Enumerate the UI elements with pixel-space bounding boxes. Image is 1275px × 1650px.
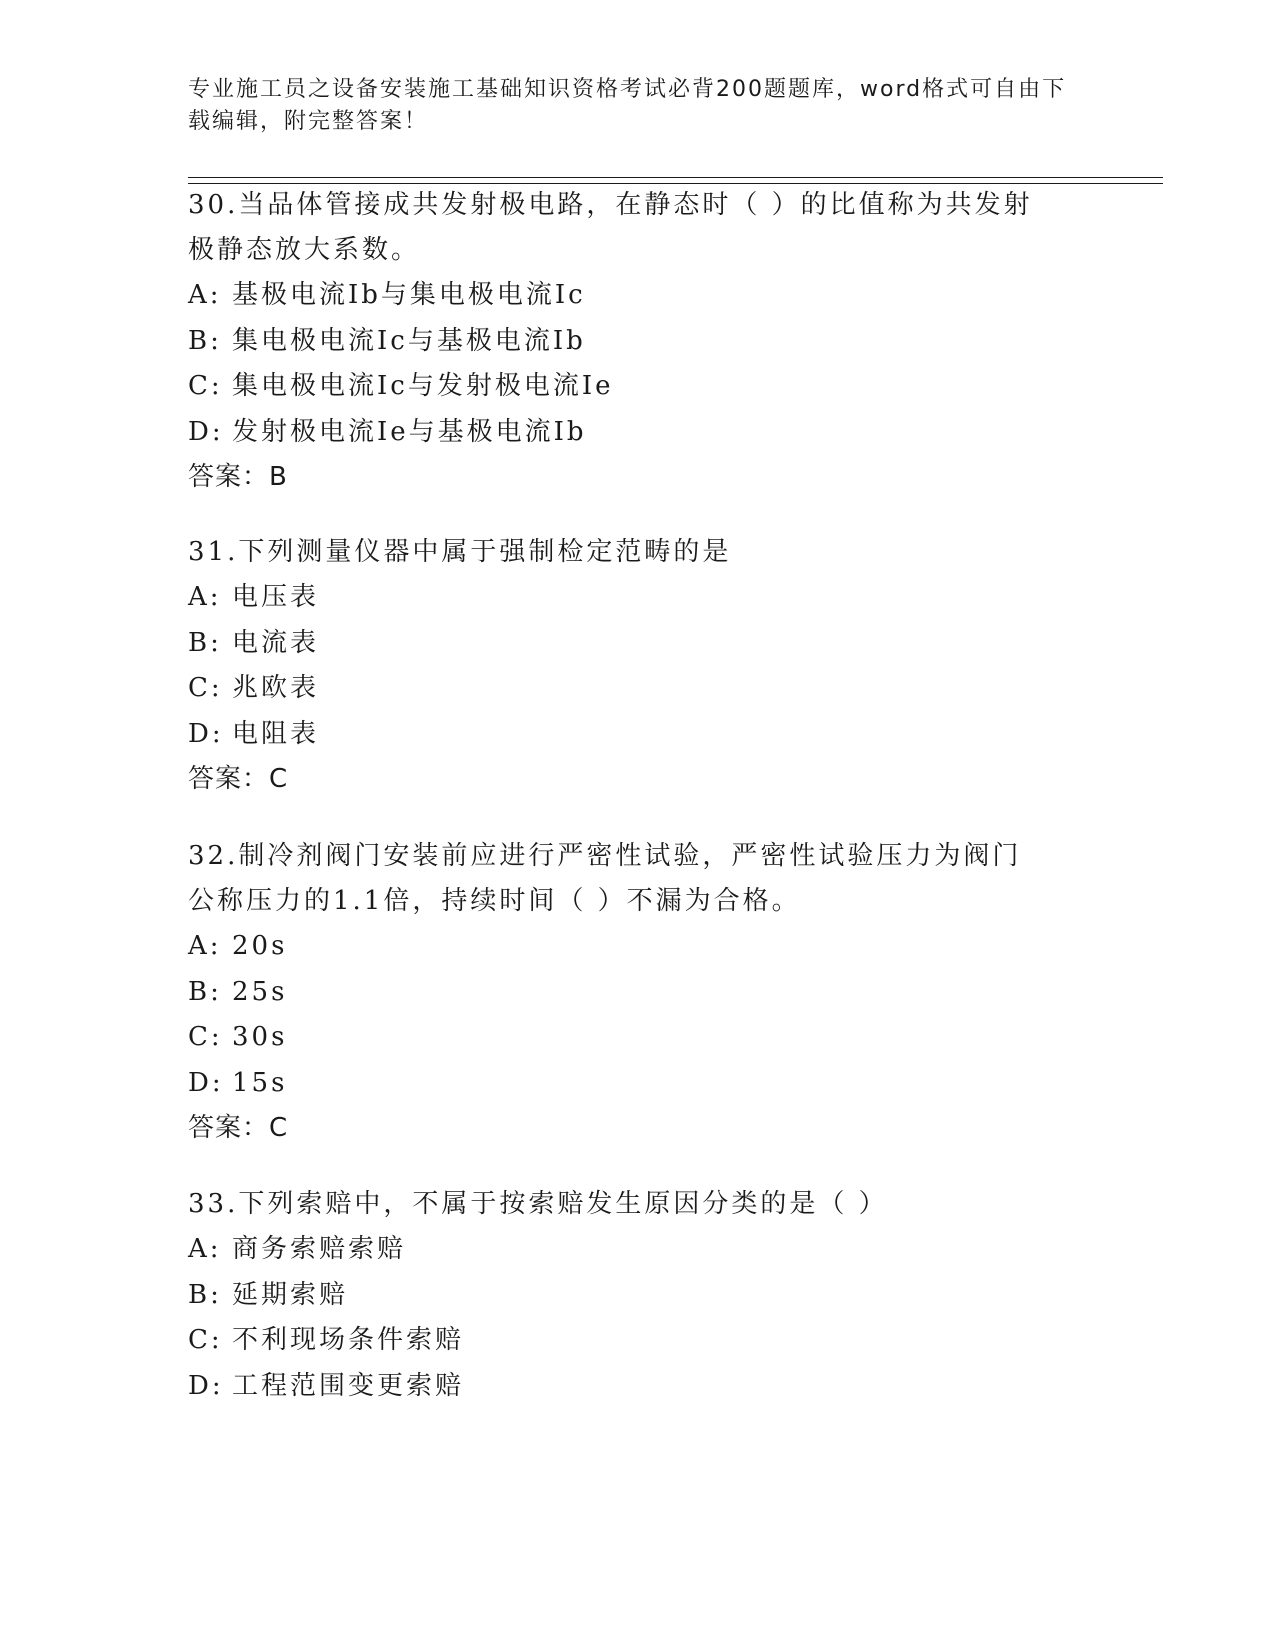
option-b: [188, 621, 1088, 667]
option-text: 30s: [232, 1022, 288, 1052]
answer-label: 答案：C: [188, 1113, 289, 1143]
option-letter: C:: [188, 1022, 223, 1052]
option-d: [188, 1364, 1088, 1410]
option-letter: A:: [188, 280, 222, 310]
option-letter: D:: [188, 1370, 224, 1401]
option-letter: D:: [188, 1067, 224, 1098]
question-32: [188, 834, 1088, 1151]
option-text: 发射极电流Ie与基极电流Ib: [232, 416, 587, 447]
option-text: 工程范围变更索赔: [232, 1370, 465, 1401]
option-d: [188, 410, 1088, 456]
option-letter: B:: [188, 627, 222, 658]
option-text: 基极电流Ib与集电极电流Ic: [232, 280, 586, 310]
answer-label: 答案：C: [188, 764, 289, 794]
option-text: 商务索赔索赔: [232, 1234, 407, 1264]
option-letter: A:: [188, 931, 222, 961]
option-letter: C:: [188, 371, 223, 401]
option-letter: A:: [188, 582, 222, 612]
option-c: [188, 1318, 1088, 1364]
answer-label: 答案：B: [188, 462, 288, 492]
option-text: 不利现场条件索赔: [232, 1325, 465, 1355]
question-stem: 32.制冷剂阀门安装前应进行严密性试验，严密性试验压力为阀门公称压力的1.1倍，持续时间（ ）不漏为合格。: [188, 841, 1022, 916]
option-letter: B:: [188, 325, 222, 356]
option-b: [188, 319, 1088, 365]
option-c: [188, 666, 1088, 712]
option-b: [188, 970, 1088, 1016]
option-letter: C:: [188, 673, 223, 703]
option-c: [188, 364, 1088, 410]
question-31: [188, 530, 1088, 802]
option-a: [188, 575, 1088, 621]
option-letter: D:: [188, 718, 224, 749]
option-a: [188, 1227, 1088, 1273]
option-a: [188, 273, 1088, 319]
option-d: [188, 712, 1088, 758]
option-text: 延期索赔: [232, 1279, 349, 1310]
option-letter: D:: [188, 416, 224, 447]
option-text: 电压表: [232, 582, 320, 612]
question-30: [188, 183, 1088, 500]
option-text: 电流表: [232, 627, 320, 658]
option-letter: B:: [188, 1279, 222, 1310]
option-letter: B:: [188, 976, 222, 1007]
option-text: 集电极电流Ic与发射极电流Ie: [232, 371, 614, 401]
question-33: [188, 1182, 1088, 1409]
option-text: 电阻表: [232, 718, 320, 749]
question-stem: 33.下列索赔中，不属于按索赔发生原因分类的是（ ）: [188, 1189, 888, 1219]
option-letter: A:: [188, 1234, 222, 1264]
option-letter: C:: [188, 1325, 223, 1355]
option-text: 15s: [232, 1067, 288, 1098]
question-stem: 31.下列测量仪器中属于强制检定范畴的是: [188, 537, 732, 567]
option-text: 兆欧表: [232, 673, 320, 703]
document-header: 专业施工员之设备安装施工基础知识资格考试必背200题题库，word格式可自由下载编辑，附完整答案！: [188, 77, 1067, 134]
option-text: 集电极电流Ic与基极电流Ib: [232, 325, 586, 356]
option-text: 25s: [232, 976, 288, 1007]
option-a: [188, 924, 1088, 970]
question-stem: 30.当品体管接成共发射极电路，在静态时（ ）的比值称为共发射极静态放大系数。: [188, 190, 1033, 265]
option-b: [188, 1273, 1088, 1319]
option-c: [188, 1015, 1088, 1061]
option-text: 20s: [232, 931, 288, 961]
option-d: [188, 1061, 1088, 1107]
